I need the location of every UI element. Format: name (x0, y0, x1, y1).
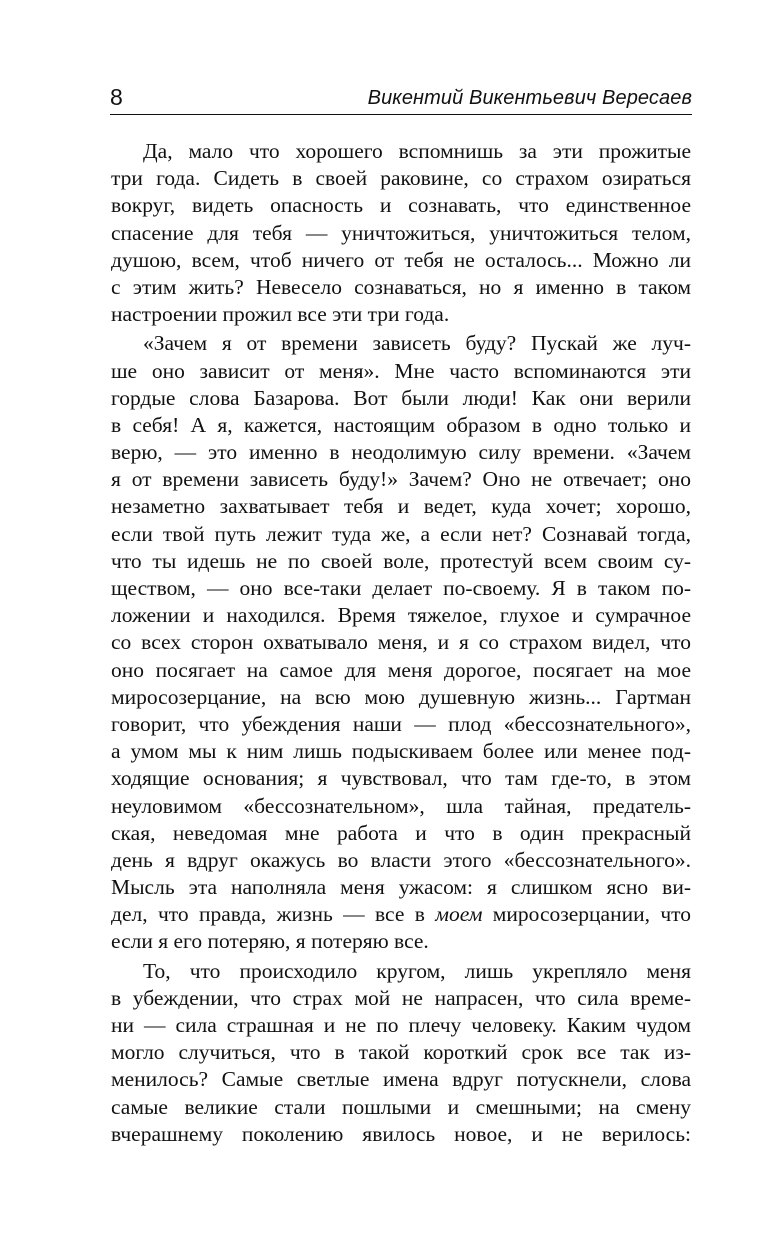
text-line: вчерашнему поколению явилось новое, и не верилось: (111, 1121, 691, 1146)
text-line: оно посягает на самое для меня дорогое, посягает на мое (111, 657, 691, 682)
text-line: гордые слова Базарова. Вот были люди! Как они верили (111, 385, 691, 410)
text-line: ществом, — оно все-таки делает по-своему. Я в таком по- (111, 576, 691, 600)
text-line: в себя! А я, кажется, настоящим образом в одно только и (111, 412, 691, 437)
text-line: менилось? Самые светлые имена вдруг потускнели, слова (111, 1067, 691, 1092)
text-line: спасение для тебя — уничтожиться, уничтожиться телом, (111, 220, 691, 245)
text-line: ложении и находился. Время тяжелое, глухое и сумрачное (111, 603, 691, 628)
text-line: три года. Сидеть в своей раковине, со страхом озираться (111, 166, 691, 191)
text-line: «Зачем я от времени зависеть буду? Пускай же луч- (143, 331, 691, 356)
text-line: настроении прожил все эти три года. (111, 302, 450, 327)
running-head (110, 80, 692, 115)
text-line: верю, — это именно в неодолимую силу времени. «Зачем (111, 440, 691, 465)
text-line: То, что происходило кругом, лишь укрепляло меня (143, 958, 691, 983)
text-run: дел, что правда, жизнь — все в (111, 902, 436, 927)
text-line: я от времени зависеть буду!» Зачем? Оно не отвечает; оно (111, 467, 691, 492)
text-line: миросозерцание, на всю мою душевную жизнь... Гартман (111, 684, 691, 709)
body-text (111, 138, 691, 1148)
text-line: в убеждении, что страх мой не напрасен, что сила време- (111, 985, 691, 1010)
page-number: 8 (110, 84, 123, 110)
text-line: ни — сила страшная и не по плечу человеку. Каким чудом (111, 1013, 691, 1037)
text-line: говорит, что убеждения наши — плод «бессознательного», (111, 711, 691, 736)
text-run: миросозерцании, что (482, 902, 691, 927)
text-line: со всех сторон охватывало меня, и я со страхом видел, что (111, 630, 691, 655)
text-line: Мысль эта наполняла меня ужасом: я слишком ясно ви- (111, 875, 691, 900)
text-line: Да, мало что хорошего вспомнишь за эти прожитые (143, 139, 691, 163)
text-line: что ты идешь не по своей воле, протестуй всем своим су- (111, 548, 691, 573)
text-line: самые великие стали пошлыми и смешными; на смену (111, 1094, 691, 1119)
text-line: с этим жить? Невесело сознаваться, но я именно в таком (111, 274, 691, 299)
text-line: душою, всем, чтоб ничего от тебя не осталось... Можно ли (111, 247, 691, 272)
text-line: незаметно захватывает тебя и ведет, куда хочет; хорошо, (111, 494, 691, 519)
text-line: если твой путь лежит туда же, а если нет? Сознавай тогда, (111, 521, 691, 546)
text-line: неуловимом «бессознательном», шла тайная, предатель- (111, 793, 691, 818)
text-line: могло случиться, что в такой короткий срок все так из- (111, 1040, 691, 1065)
text-line (111, 901, 691, 928)
text-line: а умом мы к ним лишь подыскиваем более или менее под- (111, 739, 691, 764)
running-title: Викентий Викентьевич Вересаев (367, 87, 692, 109)
text-line: ходящие основания; я чувствовал, что там где-то, в этом (111, 766, 691, 791)
text-line: вокруг, видеть опасность и сознавать, что единственное (111, 193, 691, 218)
text-line: если я его потеряю, я потеряю все. (111, 929, 429, 954)
text-line: ше оно зависит от меня». Мне часто вспоминаются эти (111, 358, 691, 383)
emphasis-run: моем (435, 902, 483, 927)
text-line: день я вдруг окажусь во власти этого «бессознательного». (111, 847, 691, 872)
text-line: ская, неведомая мне работа и что в один прекрасный (111, 820, 691, 845)
